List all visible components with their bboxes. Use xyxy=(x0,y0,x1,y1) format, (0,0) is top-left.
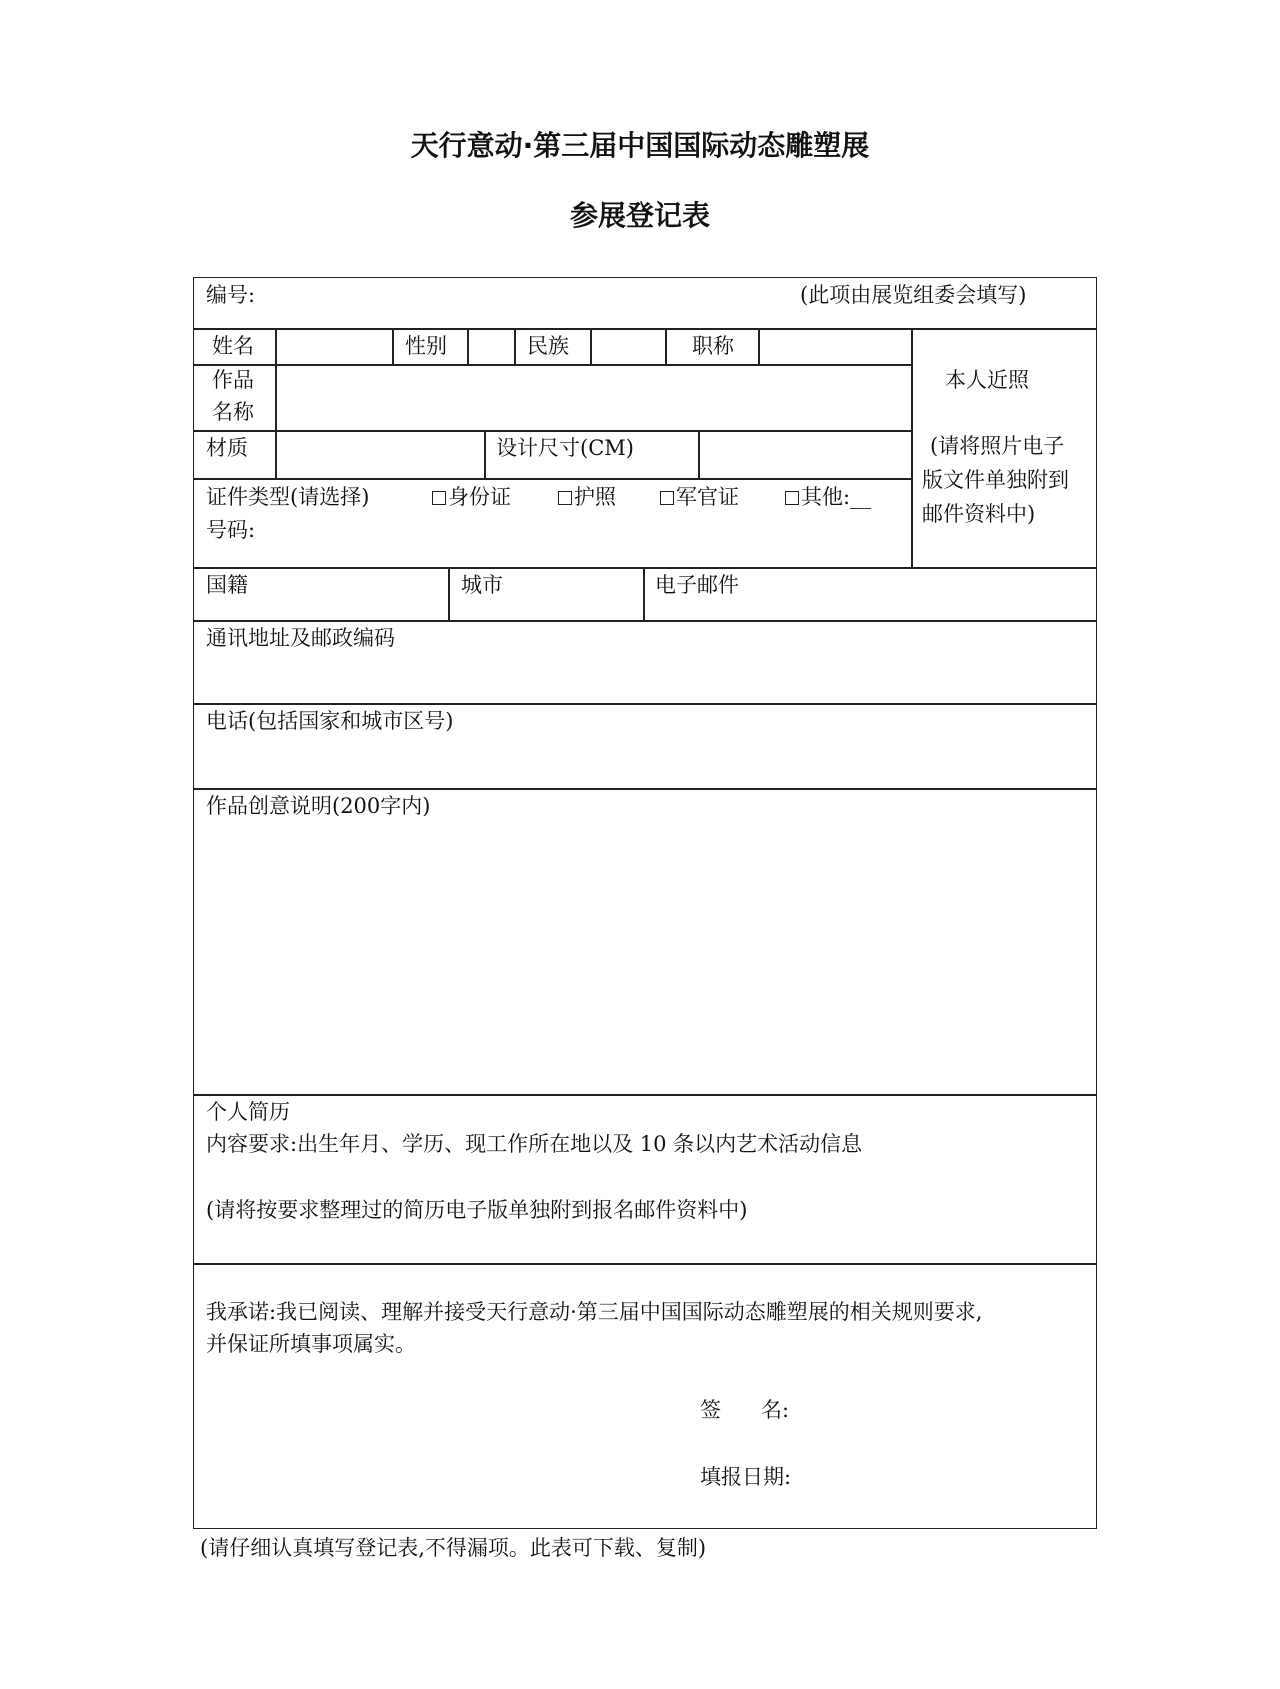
id-number-field[interactable] xyxy=(270,516,900,560)
address-label: 通讯地址及邮政编码 xyxy=(206,626,395,650)
size-field[interactable] xyxy=(700,432,910,477)
work-name-field[interactable] xyxy=(277,366,910,429)
number-note: (此项由展览组委会填写) xyxy=(800,283,1027,307)
date-label: 填报日期: xyxy=(700,1465,792,1489)
number-field[interactable] xyxy=(270,284,790,320)
city-field[interactable] xyxy=(512,569,642,619)
nationality-label: 国籍 xyxy=(206,573,248,597)
resume-label: 个人简历 xyxy=(206,1100,290,1124)
checkbox-icon[interactable] xyxy=(785,491,799,505)
date-field[interactable] xyxy=(810,1461,1060,1493)
gender-label: 性别 xyxy=(405,334,447,358)
checkbox-icon[interactable] xyxy=(660,491,674,505)
size-label: 设计尺寸(CM) xyxy=(496,436,634,460)
job-title-field[interactable] xyxy=(760,330,910,363)
material-field[interactable] xyxy=(277,432,483,477)
address-field[interactable] xyxy=(195,655,1095,702)
phone-field[interactable] xyxy=(195,738,1095,787)
number-label: 编号: xyxy=(206,283,256,307)
signature-label: 签 名: xyxy=(700,1398,790,1422)
footer-note: (请仔细认真填写登记表,不得漏项。此表可下载、复制) xyxy=(200,1536,707,1560)
photo-label: 本人近照 xyxy=(945,368,1029,392)
id-option-id-card[interactable]: 身份证 xyxy=(432,481,511,513)
email-label: 电子邮件 xyxy=(655,573,739,597)
concept-label: 作品创意说明(200字内) xyxy=(206,794,431,818)
id-option-officer[interactable]: 军官证 xyxy=(660,481,739,513)
pledge-line2: 并保证所填事项属实。 xyxy=(206,1332,416,1356)
signature-field[interactable] xyxy=(810,1394,1060,1426)
name-label: 姓名 xyxy=(212,334,254,358)
ethnicity-field[interactable] xyxy=(592,330,664,363)
nationality-field[interactable] xyxy=(260,569,446,619)
email-field[interactable] xyxy=(750,569,1095,619)
checkbox-icon[interactable] xyxy=(558,491,572,505)
id-number-label: 号码: xyxy=(206,518,256,542)
resume-requirements: 内容要求:出生年月、学历、现工作所在地以及 10 条以内艺术活动信息 xyxy=(206,1132,863,1156)
form-subtitle: 参展登记表 xyxy=(569,199,710,232)
pledge-line1: 我承诺:我已阅读、理解并接受天行意动·第三届中国国际动态雕塑展的相关规则要求, xyxy=(206,1300,983,1324)
name-field[interactable] xyxy=(277,330,391,363)
id-option-other[interactable]: 其他:__ xyxy=(785,481,871,513)
resume-note: (请将按要求整理过的简历电子版单独附到报名邮件资料中) xyxy=(206,1198,748,1222)
work-name-label-line2: 名称 xyxy=(212,400,254,424)
checkbox-icon[interactable] xyxy=(432,491,446,505)
city-label: 城市 xyxy=(461,573,503,597)
ethnicity-label: 民族 xyxy=(527,334,569,358)
photo-note-line1: (请将照片电子 xyxy=(930,434,1065,458)
photo-note-line2: 版文件单独附到 xyxy=(922,468,1069,492)
concept-field[interactable] xyxy=(195,824,1095,1092)
gender-field[interactable] xyxy=(469,330,513,363)
material-label: 材质 xyxy=(206,436,248,460)
id-type-label: 证件类型(请选择) xyxy=(206,485,370,509)
form-title: 天行意动·第三届中国国际动态雕塑展 xyxy=(410,129,870,162)
phone-label: 电话(包括国家和城市区号) xyxy=(206,709,454,733)
job-title-label: 职称 xyxy=(692,334,734,358)
photo-note-line3: 邮件资料中) xyxy=(922,502,1036,526)
work-name-label-line1: 作品 xyxy=(212,368,254,392)
id-option-passport[interactable]: 护照 xyxy=(558,481,616,513)
